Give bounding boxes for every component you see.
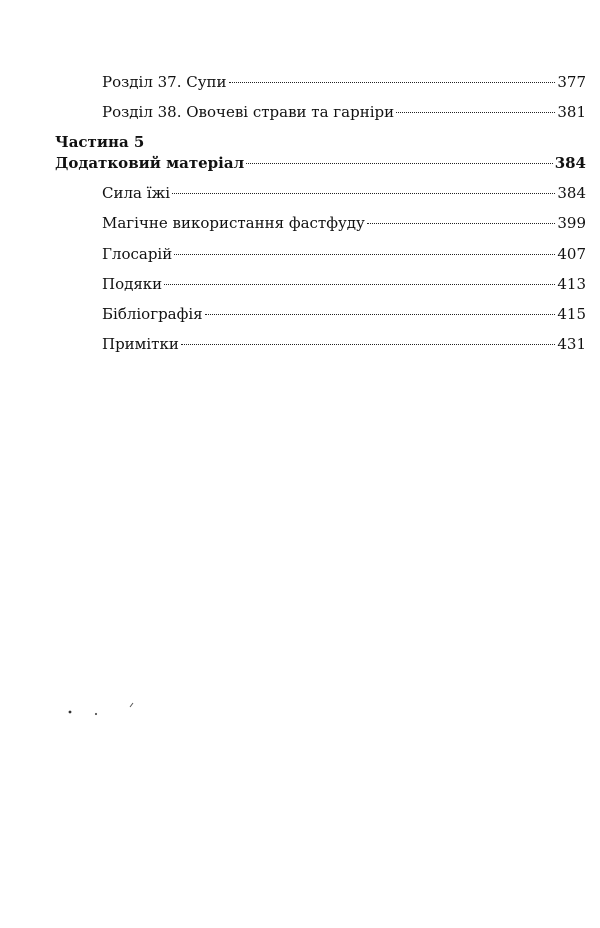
toc-entry-label: Магічне використання фастфуду bbox=[102, 214, 365, 232]
toc-entry-label: Примітки bbox=[102, 335, 179, 353]
toc-entry-page: 377 bbox=[557, 73, 586, 91]
toc-entry-label: Подяки bbox=[102, 275, 163, 293]
toc-entry-page: 384 bbox=[554, 154, 586, 172]
toc-entry-label: Розділ 38. Овочеві страви та гарніри bbox=[102, 103, 395, 121]
toc-entry-label: Сила їжі bbox=[102, 184, 171, 202]
toc-entry-label: Бібліографія bbox=[102, 305, 203, 323]
scan-speck bbox=[130, 703, 133, 707]
toc-entry-label: Додатковий матеріал bbox=[55, 154, 245, 172]
toc-entry-label: Глосарій bbox=[102, 245, 173, 263]
scan-speck bbox=[95, 713, 97, 715]
toc-entry-page: 413 bbox=[557, 275, 586, 293]
toc-entry-label: Розділ 37. Супи bbox=[102, 73, 227, 91]
toc-entry-page: 431 bbox=[557, 335, 586, 353]
toc-entry-page: 384 bbox=[557, 184, 586, 202]
toc-entry-page: 381 bbox=[557, 103, 586, 121]
toc-entry-page: 415 bbox=[557, 305, 586, 323]
toc-entry-page: 407 bbox=[557, 245, 586, 263]
part-heading: Частина 5 bbox=[55, 133, 145, 151]
toc-entry-page: 399 bbox=[557, 214, 586, 232]
scan-speck bbox=[69, 711, 72, 714]
